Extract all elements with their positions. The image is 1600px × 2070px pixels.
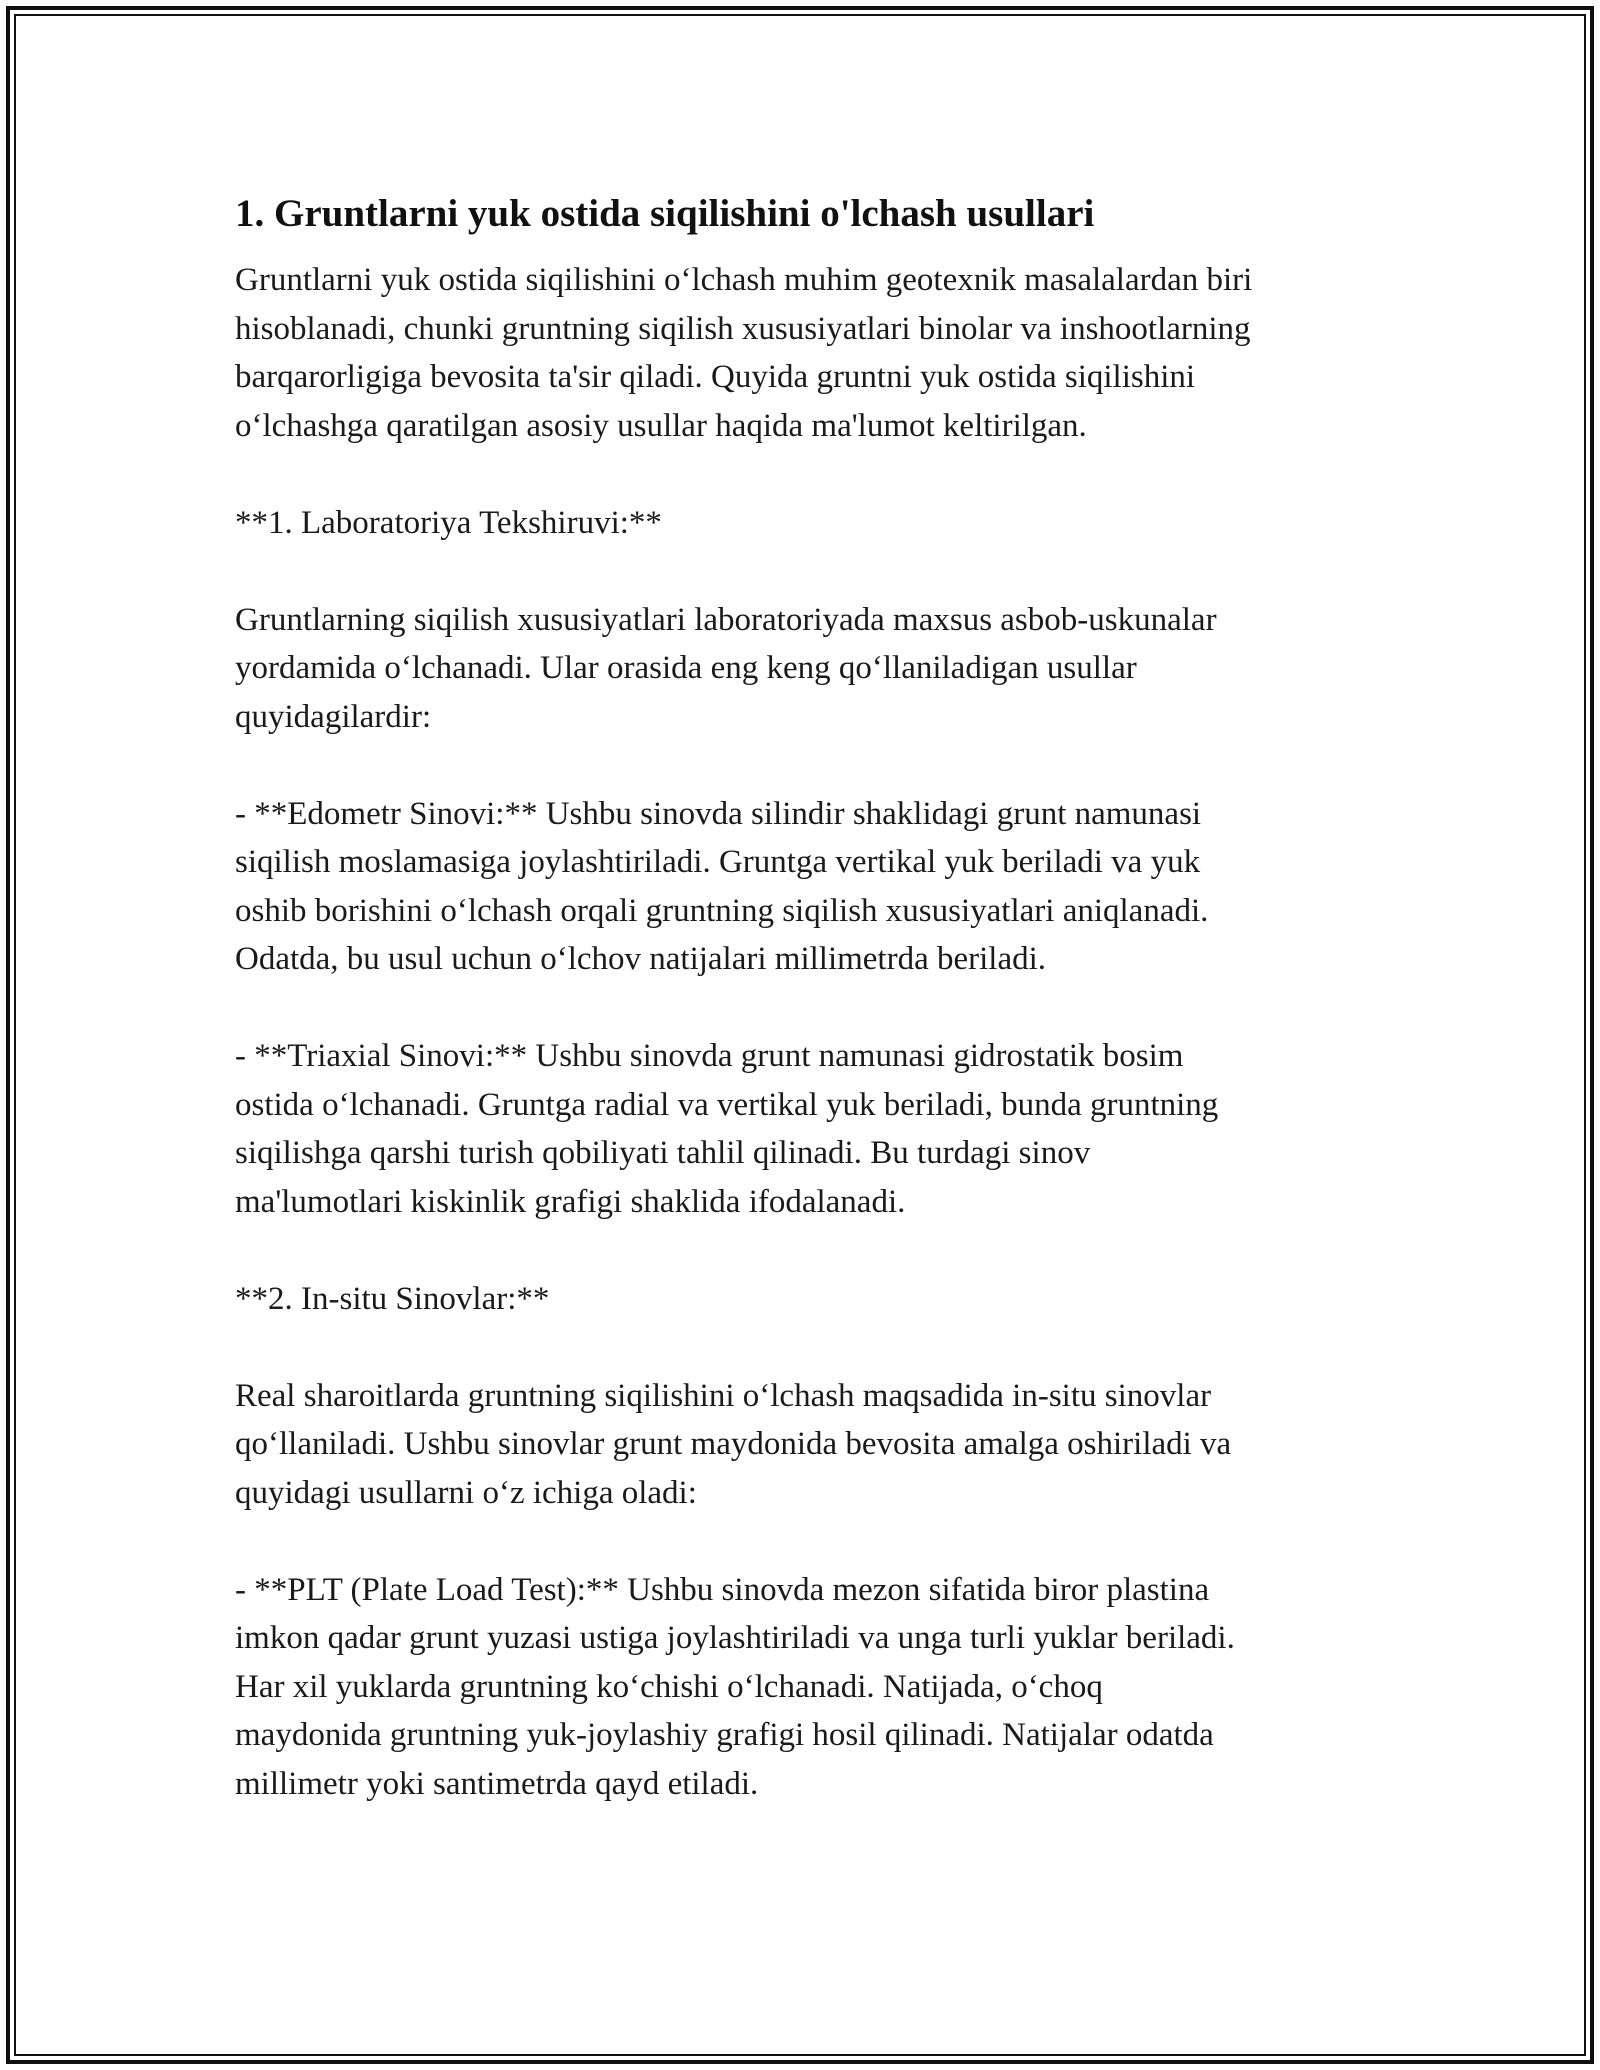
laboratory-paragraph: Gruntlarning siqilish xususiyatlari laboratoriyada maxsus asbob-uskunalar yordamida o‘lchanadi. Ular orasida eng keng qo‘llaniladigan usullar quyidagilardir:	[235, 601, 1217, 735]
intro-paragraph: Gruntlarni yuk ostida siqilishini o‘lchash muhim geotexnik masalalardan biri hisoblanadi, chunki gruntning siqilish xususiyatlari binolar va inshootlarning barqarorligiga bevosita ta'sir qiladi. Quyida gruntni yuk ostida siqilishini o‘lchashga qaratilgan asosiy usullar haqida ma'lumot keltirilgan.	[235, 262, 1253, 444]
document-body	[235, 188, 1385, 1857]
edometr-paragraph: - **Edometr Sinovi:** Ushbu sinovda silindir shaklidagi grunt namunasi siqilish moslamasiga joylashtiriladi. Gruntga vertikal yuk beriladi va yuk oshib borishini o‘lchash orqali gruntning siqilish xususiyatlari aniqlanadi. Odatda, bu usul uchun o‘lchov natijalari millimetrda beriladi.	[235, 795, 1209, 977]
section-heading-insitu: **2. In-situ Sinovlar:**	[235, 1280, 550, 1317]
triaxial-paragraph: - **Triaxial Sinovi:** Ushbu sinovda grunt namunasi gidrostatik bosim ostida o‘lchanadi. Gruntga radial va vertikal yuk beriladi, bunda gruntning siqilishga qarshi turish qobiliyati tahlil qilinadi. Bu turdagi sinov ma'lumotlari kiskinlik grafigi shaklida ifodalanadi.	[235, 1038, 1219, 1220]
document-title: 1. Gruntlarni yuk ostida siqilishini o'lchash usullari	[235, 192, 1095, 235]
section-heading-laboratory: **1. Laboratoriya Tekshiruvi:**	[235, 504, 662, 541]
insitu-paragraph: Real sharoitlarda gruntning siqilishini o‘lchash maqsadida in-situ sinovlar qo‘llaniladi. Ushbu sinovlar grunt maydonida bevosita amalga oshiriladi va quyidagi usullarni o‘z ichiga oladi:	[235, 1377, 1232, 1511]
plt-paragraph: - **PLT (Plate Load Test):** Ushbu sinovda mezon sifatida biror plastina imkon qadar grunt yuzasi ustiga joylashtiriladi va unga turli yuklar beriladi. Har xil yuklarda gruntning ko‘chishi o‘lchanadi. Natijada, o‘choq maydonida gruntning yuk-joylashiy grafigi hosil qilinadi. Natijalar odatda millimetr yoki santimetrda qayd etiladi.	[235, 1571, 1235, 1802]
